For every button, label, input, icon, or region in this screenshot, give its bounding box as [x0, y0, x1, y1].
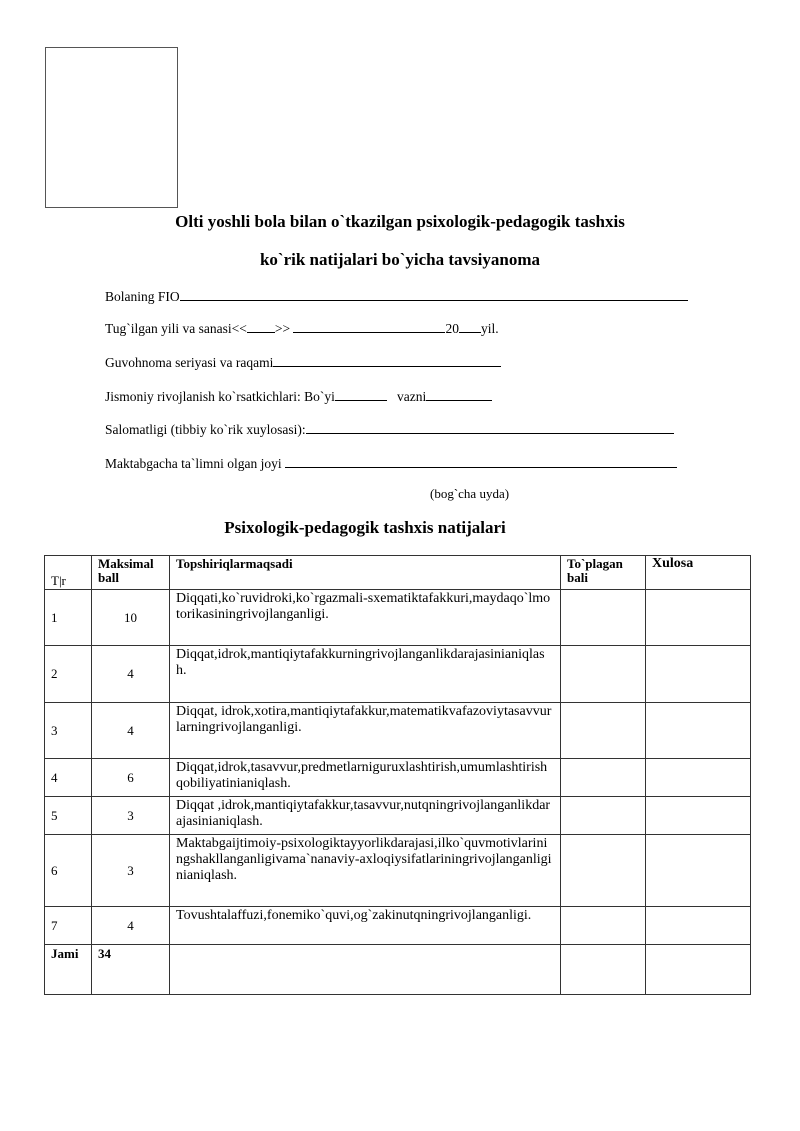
table-row [45, 759, 751, 797]
row-task: Diqqat ,idrok,mantiqiytafakkur,tasavvur,nutqningrivojlanganlikdarajasinianiqlash. [170, 797, 561, 835]
total-label: Jami [45, 945, 92, 995]
row-max: 3 [92, 797, 170, 835]
header-max: Maksimal ball [92, 556, 170, 590]
results-heading: Psixologik-pedagogik tashxis natijalari [224, 518, 506, 537]
table-row [45, 907, 751, 945]
field-health [105, 421, 674, 438]
field-certificate-label: Guvohnoma seriyasi va raqami [105, 355, 274, 370]
row-conclusion-cell[interactable] [646, 646, 751, 703]
field-birth-year-prefix: 20 [445, 321, 459, 336]
row-max: 10 [92, 590, 170, 646]
total-max: 34 [92, 945, 170, 995]
row-points-cell[interactable] [561, 797, 646, 835]
row-conclusion-cell[interactable] [646, 703, 751, 759]
row-conclusion-cell[interactable] [646, 907, 751, 945]
total-points-cell[interactable] [561, 945, 646, 995]
row-task: Tovushtalaffuzi,fonemiko`quvi,og`zakinutqningrivojlanganligi. [170, 907, 561, 945]
row-max: 4 [92, 646, 170, 703]
header-num: T|r [45, 556, 92, 590]
header-conclusion: Xulosa [646, 556, 751, 590]
preschool-note: (bog`cha uyda) [430, 486, 510, 501]
table-row [45, 797, 751, 835]
row-num: 1 [45, 590, 92, 646]
row-points-cell[interactable] [561, 907, 646, 945]
field-birth [105, 320, 499, 337]
row-conclusion-cell[interactable] [646, 797, 751, 835]
field-preschool [105, 455, 677, 472]
field-fio [105, 288, 688, 305]
field-fio-label: Bolaning FIO [105, 289, 180, 304]
field-birth-month-blank[interactable] [293, 320, 445, 333]
document-title-line1: Olti yoshli bola bilan o`tkazilgan psixologik-pedagogik tashxis [175, 212, 625, 231]
row-num: 6 [45, 835, 92, 907]
row-conclusion-cell[interactable] [646, 835, 751, 907]
field-health-blank[interactable] [306, 421, 674, 434]
row-points-cell[interactable] [561, 759, 646, 797]
row-max: 4 [92, 703, 170, 759]
row-task: Maktabgaijtimoiy-psixologiktayyorlikdarajasi,ilko`quvmotivlariningshakllanganligivama`nanaviy-axloqiysifatlariningrivojlanganliginianiqlash. [170, 835, 561, 907]
table-row [45, 703, 751, 759]
field-health-label: Salomatligi (tibbiy ko`rik xuylosasi): [105, 422, 306, 437]
header-task: Topshiriqlarmaqsadi [170, 556, 561, 590]
row-task: Diqqat,idrok,mantiqiytafakkurningrivojlanganlikdarajasinianiqlash. [170, 646, 561, 703]
row-points-cell[interactable] [561, 703, 646, 759]
field-height-blank[interactable] [335, 388, 387, 401]
row-conclusion-cell[interactable] [646, 590, 751, 646]
field-certificate [105, 354, 501, 371]
field-birth-label: Tug`ilgan yili va sanasi<< [105, 321, 247, 336]
row-max: 3 [92, 835, 170, 907]
field-certificate-blank[interactable] [273, 354, 501, 367]
document-title-line2: ko`rik natijalari bo`yicha tavsiyanoma [259, 250, 541, 269]
total-conclusion-cell[interactable] [646, 945, 751, 995]
table-row [45, 590, 751, 646]
row-points-cell[interactable] [561, 590, 646, 646]
table-header-row [45, 556, 751, 590]
field-fio-blank[interactable] [180, 288, 688, 301]
row-task: Diqqati,ko`ruvidroki,ko`rgazmali-sxematiktafakkuri,maydaqo`lmotorikasiningrivojlanganligi. [170, 590, 561, 646]
field-birth-mid: >> [274, 321, 291, 336]
row-max: 6 [92, 759, 170, 797]
table-row [45, 646, 751, 703]
row-num: 5 [45, 797, 92, 835]
field-preschool-blank[interactable] [285, 455, 677, 468]
field-weight-blank[interactable] [426, 388, 492, 401]
field-birth-suffix: yil. [480, 321, 499, 336]
field-birth-year-blank[interactable] [459, 320, 481, 333]
field-birth-day-blank[interactable] [247, 320, 275, 333]
table-row [45, 835, 751, 907]
photo-placeholder [45, 47, 178, 208]
field-physical-label: Jismoniy rivojlanish ko`rsatkichlari: Bo`yi [105, 389, 335, 404]
row-points-cell[interactable] [561, 646, 646, 703]
header-points: To`plagan bali [561, 556, 646, 590]
row-num: 4 [45, 759, 92, 797]
results-table [44, 555, 751, 995]
table-total-row [45, 945, 751, 995]
row-points-cell[interactable] [561, 835, 646, 907]
row-num: 2 [45, 646, 92, 703]
row-max: 4 [92, 907, 170, 945]
row-task: Diqqat,idrok,tasavvur,predmetlarniguruxlashtirish,umumlashtirishqobiliyatinianiqlash. [170, 759, 561, 797]
row-conclusion-cell[interactable] [646, 759, 751, 797]
field-preschool-label: Maktabgacha ta`limni olgan joyi [105, 456, 282, 471]
row-num: 7 [45, 907, 92, 945]
total-task-cell [170, 945, 561, 995]
field-weight-label: vazni [396, 389, 427, 404]
row-num: 3 [45, 703, 92, 759]
field-physical [105, 388, 492, 405]
row-task: Diqqat, idrok,xotira,mantiqiytafakkur,matematikvafazoviytasavvurlarningrivojlanganligi. [170, 703, 561, 759]
